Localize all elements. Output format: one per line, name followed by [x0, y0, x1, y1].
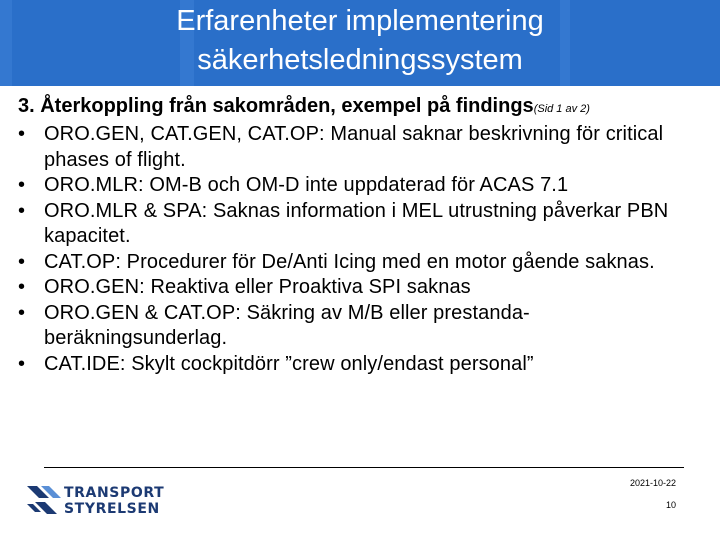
footer-divider	[44, 467, 684, 468]
slide-title	[0, 2, 720, 80]
bullet-text: ORO.GEN: Reaktiva eller Proaktiva SPI saknas	[44, 276, 471, 298]
slide-date: 2021-10-22	[629, 478, 676, 488]
bullet-text: ORO.MLR: OM-B och OM-D inte uppdaterad för ACAS 7.1	[44, 174, 569, 196]
title-line-1: Erfarenheter implementering	[176, 5, 544, 37]
list-item	[18, 301, 708, 352]
bullet-icon: •	[18, 174, 26, 196]
heading-text: 3. Återkoppling från sakområden, exempel på findings	[18, 95, 534, 117]
bullet-icon: •	[18, 276, 26, 298]
list-item	[18, 122, 708, 173]
page-note: (Sid 1 av 2)	[533, 103, 590, 115]
list-item	[18, 275, 708, 301]
bullet-icon: •	[18, 123, 26, 145]
logo-line-2: STYRELSEN	[64, 501, 160, 517]
logo-text	[64, 485, 164, 517]
title-line-2: säkerhetsledningssystem	[197, 44, 523, 76]
title-bar	[0, 0, 720, 86]
logo-line-1: TRANSPORT	[64, 485, 165, 501]
list-item	[18, 250, 708, 276]
bullet-icon: •	[18, 199, 26, 222]
bullet-text: ORO.GEN & CAT.OP: Säkring av M/B eller prestanda-beräkningsunderlag.	[44, 301, 530, 349]
bullet-icon: •	[18, 301, 26, 324]
slide-content	[18, 93, 708, 377]
section-heading	[18, 93, 708, 122]
bullet-text: ORO.MLR & SPA: Saknas information i MEL utrustning påverkar PBN kapacitet.	[44, 199, 669, 247]
bullet-text: CAT.OP: Procedurer för De/Anti Icing med en motor gående saknas.	[44, 250, 655, 273]
bullet-icon: •	[18, 352, 26, 375]
list-item	[18, 199, 708, 250]
bullet-text: CAT.IDE: Skylt cockpitdörr ”crew only/endast personal”	[44, 352, 534, 375]
bullet-text: ORO.GEN, CAT.GEN, CAT.OP: Manual saknar beskrivning för critical phases of flight.	[44, 123, 664, 171]
page-number: 10	[665, 500, 676, 510]
bullet-icon: •	[18, 250, 26, 273]
list-item	[18, 352, 708, 378]
findings-list	[18, 122, 708, 377]
list-item	[18, 173, 708, 199]
